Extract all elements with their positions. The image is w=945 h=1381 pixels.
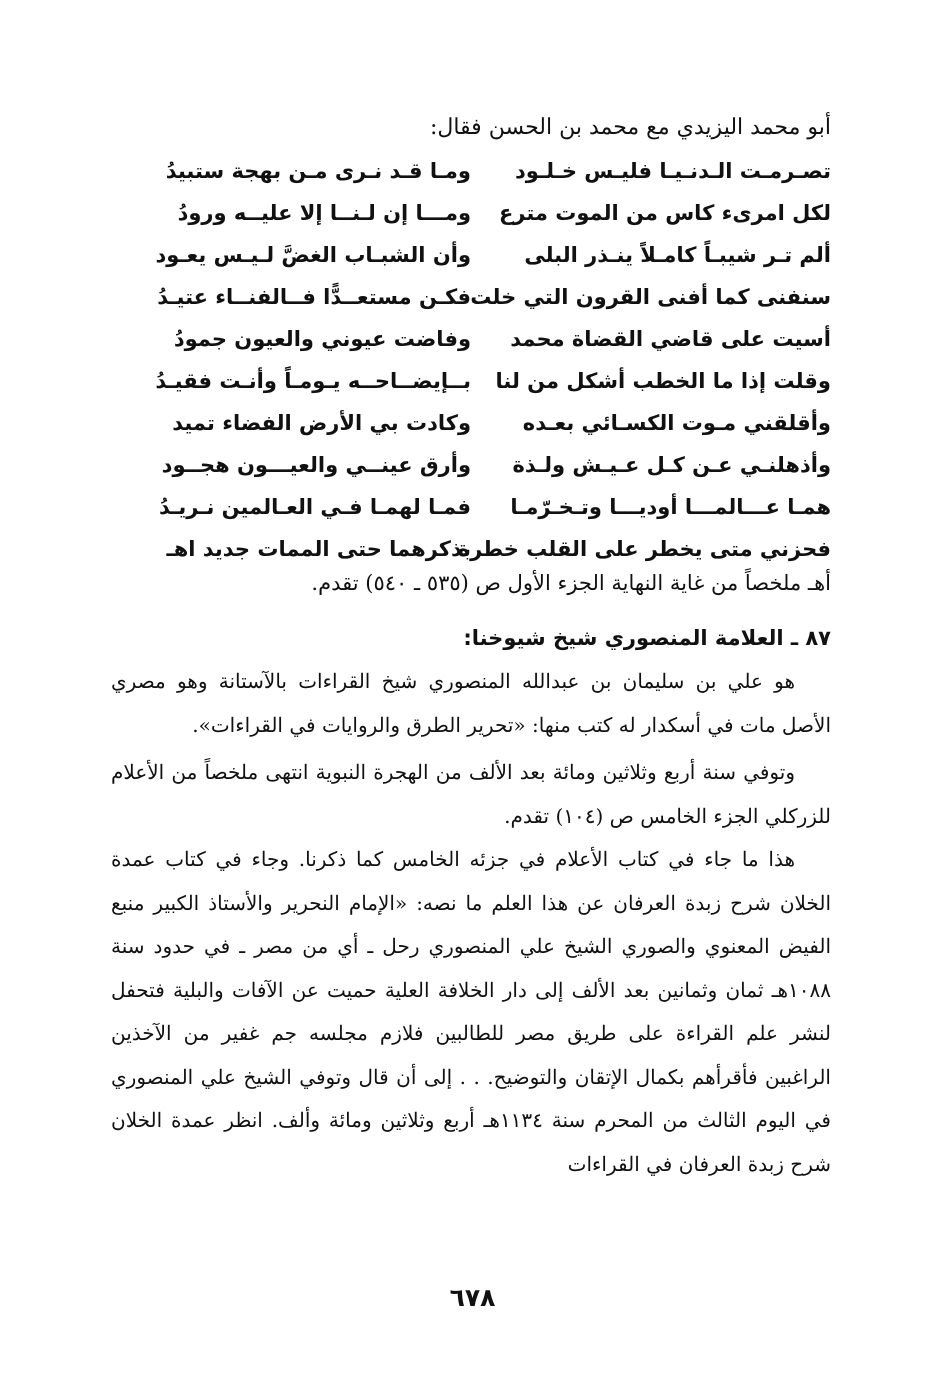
verse-second-hemistich: ومـا قـد نـرى مـن بهجة ستبيدُ — [165, 159, 471, 183]
source-citation: أهـ ملخصاً من غاية النهاية الجزء الأول ص (٥٣٥ ـ ٥٤٠) تقدم. — [311, 571, 831, 595]
verse-line — [71, 192, 831, 234]
paragraph: هو علي بن سليمان بن عبدالله المنصوري شيخ القراءات بالآستانة وهو مصري الأصل مات في أسكدار له كتب منها: «تحرير الطرق والروايات في القراءات». — [111, 669, 831, 737]
verse-line — [71, 402, 831, 444]
verse-first-hemistich: وقلت إذا ما الخطب أشكل من لنا — [495, 369, 831, 393]
verse-line — [71, 276, 831, 318]
verse-second-hemistich: وفاضت عيوني والعيون جمودُ — [173, 327, 471, 351]
biography-text — [111, 660, 831, 1186]
verse-second-hemistich: فمـا لهمـا فـي العـالمين نـريـدُ — [159, 495, 471, 519]
verse-first-hemistich: أسيت على قاضي القضاة محمد — [510, 327, 831, 351]
paragraph: وتوفي سنة أربع وثلاثين ومائة بعد الألف من الهجرة النبوية انتهى ملخصاً من الأعلام للزركلي الجزء الخامس ص (١٠٤) تقدم. — [111, 760, 831, 828]
section-heading: ٨٧ ـ العلامة المنصوري شيخ شيوخنا: — [463, 626, 831, 650]
verse-first-hemistich: ألم تـر شيبـاً كامـلاً ينـذر البلى — [524, 243, 831, 267]
verse-line — [71, 528, 831, 570]
verse-first-hemistich: همـا عـــالمـــا أوديـــا وتـخـرّمـا — [510, 495, 831, 519]
verse-second-hemistich: بــإيضــاحــه يـومـاً وأنـت فقيـدُ — [155, 369, 471, 393]
verse-line — [71, 150, 831, 192]
verse-first-hemistich: وأقلقني مـوت الكسـائي بعـده — [522, 411, 831, 435]
verse-second-hemistich: ومـــا إن لـنــا إلا عليــه ورودُ — [177, 201, 471, 225]
verse-second-hemistich: وأرق عينــي والعيـــون هجــود — [161, 453, 471, 477]
verse-line — [71, 360, 831, 402]
intro-line: أبو محمد اليزيدي مع محمد بن الحسن فقال: — [429, 115, 831, 140]
verse-first-hemistich: سنفنى كما أفنى القرون التي خلت — [470, 285, 831, 309]
verse-first-hemistich: وأذهلنـي عـن كـل عـيـش ولـذة — [512, 453, 831, 477]
verse-line — [71, 444, 831, 486]
paragraph: هذا ما جاء في كتاب الأعلام في جزئه الخامس كما ذكرنا. وجاء في كتاب عمدة الخلان شرح زبدة العرفان عن هذا العلم ما نصه: «الإمام النحرير والأستاذ الكبير منبع الفيض المعنوي والصوري الشيخ علي المنصوري رحل ـ أي من مصر ـ في حدود سنة ١٠٨٨هـ ثمان وثمانين بعد الألف إلى دار الخلافة العلية حميت عن الآفات والبلية فتحفل لنشر علم القراءة على طريق مصر للطالبين فلازم مجلسه جم غفير من الآخذين الراغبين فأقرأهم بكمال الإتقان والتوضيح. . . إلى أن قال وتوفي الشيخ علي المنصوري في اليوم الثالث من المحرم سنة ١١٣٤هـ أربع وثلاثين ومائة وألف. انظر عمدة الخلان شرح زبدة العرفان في القراءات — [111, 847, 831, 1176]
verse-first-hemistich: فحزني متى يخطر على القلب خطرة — [457, 537, 831, 561]
verse-line — [71, 234, 831, 276]
verse-first-hemistich: تصـرمـت الـدنـيـا فليـس خـلـود — [514, 159, 831, 183]
verse-first-hemistich: لكل امرىء كاس من الموت مترع — [498, 201, 831, 225]
verse-second-hemistich: فكـن مستعــدًّا فــالفنــاء عتيـدُ — [157, 285, 471, 309]
verse-second-hemistich: وأن الشبـاب الغضَّ لـيـس يعـود — [155, 243, 471, 267]
verse-second-hemistich: بذكرهما حتى الممات جديد اهـ — [166, 537, 471, 561]
verse-line — [71, 318, 831, 360]
verse-second-hemistich: وكادت بي الأرض الفضاء تميد — [172, 411, 471, 435]
page-number: ٦٧٨ — [449, 1283, 496, 1312]
poem-verses — [71, 150, 831, 570]
verse-line — [71, 486, 831, 528]
